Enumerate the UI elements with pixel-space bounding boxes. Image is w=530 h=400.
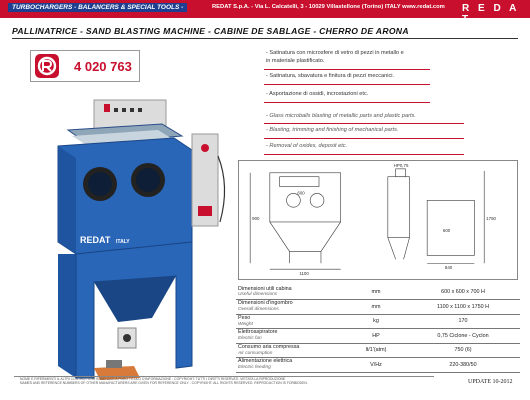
spec-value: 220-380/50: [406, 358, 520, 373]
divider: [264, 84, 430, 85]
dim-600-label: 600: [297, 190, 305, 196]
description-en-1: - Glass microballs blasting of metallic parts and plastic parts.: [266, 113, 416, 119]
title-bar: [12, 25, 518, 39]
product-code-box: [30, 50, 140, 82]
header-bar: [0, 0, 530, 25]
technical-drawing: [238, 160, 518, 280]
dim-hp-label: HP0,75: [393, 162, 409, 168]
spec-unit: mm: [346, 300, 406, 315]
spec-label-en: Overall dimensions: [238, 307, 279, 313]
table-row: [236, 329, 520, 344]
header-brand: R E D A T: [462, 3, 519, 25]
spec-value: 1100 x 1100 x 1750 H: [406, 300, 520, 315]
spec-label-en: Electric feeding: [238, 365, 271, 371]
description-it-1: - Satinatura con microsfere di vetro di pezzi in metallo e in materiale plastificato.: [266, 50, 404, 64]
spec-value: 0,75 Ciclone - Cyclon: [406, 329, 520, 344]
spec-unit: kg: [346, 314, 406, 329]
spec-label-en: Weight: [238, 321, 253, 327]
table-row: [236, 300, 520, 315]
divider: [264, 69, 430, 70]
spec-label-it: Alimentazione elettrica: [238, 358, 293, 365]
description-it-3: - Asportazione di ossidi, incrostazioni etc.: [266, 91, 369, 97]
machine-brand-sub: ITALY: [116, 239, 130, 245]
description-en-2: - Blasting, trimming and finishing of mechanical parts.: [266, 127, 399, 133]
dim-900-label: 900: [252, 216, 260, 221]
dim-1750-label: 1750: [486, 216, 496, 221]
spec-unit: V/Hz: [346, 358, 406, 373]
spec-value: 750 (6): [406, 343, 520, 358]
header-tagline: TURBOCHARGERS - BALANCERS & SPECIAL TOOLS -: [8, 3, 187, 12]
divider: [264, 102, 430, 103]
spec-label-it: Elettroaspiratore: [238, 329, 278, 336]
product-title: PALLINATRICE - SAND BLASTING MACHINE - CABINE DE SABLAGE - CHERRO DE ARONA: [12, 26, 409, 36]
spec-unit: lt/1'(atm): [346, 343, 406, 358]
spec-value: 170: [406, 314, 520, 329]
redat-logo-icon: [34, 53, 60, 79]
spec-value: 600 x 600 x 700 H: [406, 285, 520, 300]
spec-label-it: Dimensioni utili cabina: [238, 285, 292, 292]
dim-840-label: 840: [444, 265, 453, 271]
machine-brand-label: REDAT: [80, 235, 111, 245]
dim-600b-label: 600: [442, 227, 451, 233]
spec-label-it: Dimensioni d'ingombro: [238, 300, 293, 307]
table-row: [236, 358, 520, 373]
description-it-2: - Satinatura, sbavatura e finitura di pezzi meccanici.: [266, 73, 395, 79]
table-row: [236, 285, 520, 300]
divider: [264, 123, 464, 124]
update-date: UPDATE 10-2012: [468, 379, 513, 385]
sandblasting-machine-image: [22, 96, 232, 391]
spec-table: [236, 285, 520, 373]
spec-unit: HP: [346, 329, 406, 344]
table-row: [236, 314, 520, 329]
spec-unit: mm: [346, 285, 406, 300]
divider: [264, 138, 464, 139]
spec-label-en: Electric fan: [238, 336, 262, 342]
dim-1100-label: 1100: [299, 271, 309, 277]
footer-copyright-note: NOME E RIFERIMENTI IL ALTRI COSTRUTTORI SONO DATI A PURO TITOLO D'INFORMAZIONE - COPYRIGHT: TUTTI I DIRITTI RISERVATI. VIETATA LA RIPRODUZIONE. NAMES AND REFERENCE NUMBERS OF OTHER MANUFACTURERS ARE GIVEN FOR REFERENCE ONLY - COPYRIGHT: ALL RIGHTS RESERVED. REPRODUCTION IS FORBIDDEN.: [20, 377, 308, 386]
table-row: [236, 343, 520, 358]
spec-label-en: Air consumption: [238, 350, 273, 356]
description-en-3: - Removal of oxides, deposit etc.: [266, 143, 348, 149]
header-address: REDAT S.p.A. - Via L. Calcatelli, 3 - 10029 Villastellone (Torino) ITALY www.redat.com: [212, 4, 445, 10]
spec-label-it: Peso: [238, 314, 251, 321]
spec-label-it: Consumo aria compressa: [238, 343, 300, 350]
product-code: 4 020 763: [74, 58, 132, 74]
divider: [264, 154, 464, 155]
spec-label-en: Useful dimensions: [238, 292, 278, 298]
